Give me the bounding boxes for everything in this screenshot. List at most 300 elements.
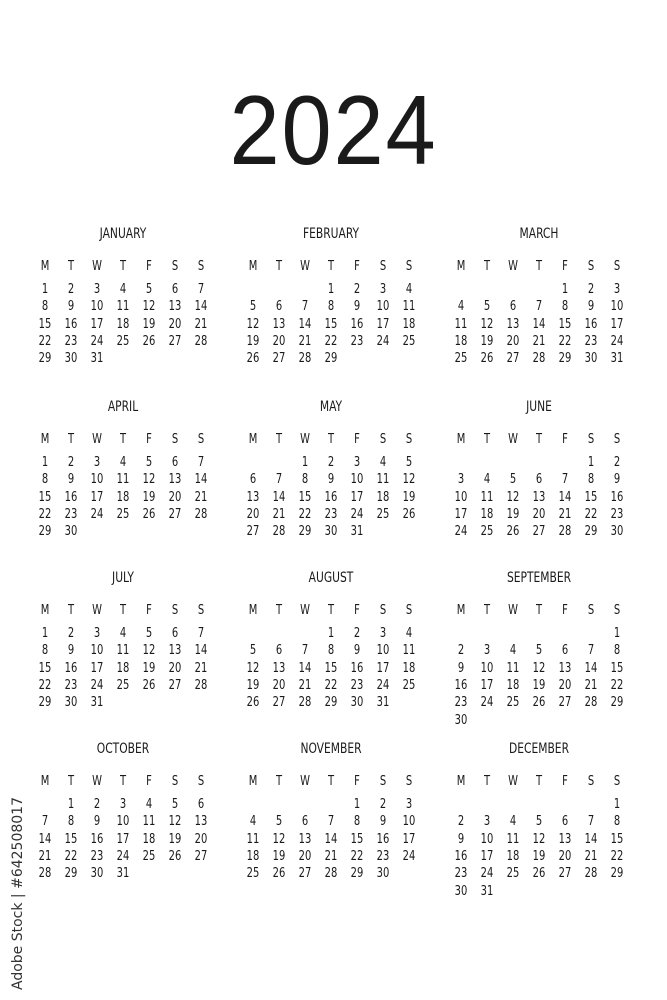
month-title: JUNE <box>526 399 552 415</box>
day-cell: 18 <box>376 489 390 505</box>
month-title: FEBRUARY <box>302 226 360 242</box>
day-cell: 1 <box>613 797 621 812</box>
day-cell: 7 <box>197 626 205 641</box>
weekday-label: T <box>483 432 491 447</box>
day-cell: 25 <box>506 866 520 882</box>
day-cell: 26 <box>532 695 546 711</box>
day-cell: 1 <box>587 455 595 470</box>
day-cell: 2 <box>353 626 361 641</box>
month-title: OCTOBER <box>96 741 150 757</box>
day-cell: 25 <box>116 333 130 349</box>
day-cell: 14 <box>532 316 546 332</box>
day-cell: 30 <box>324 524 338 540</box>
weekday-label: F <box>562 603 568 618</box>
day-cell: 10 <box>376 299 390 315</box>
day-cell: 21 <box>272 506 286 522</box>
day-cell: 9 <box>353 643 361 659</box>
day-cell: 15 <box>558 316 572 332</box>
weekday-label: S <box>197 603 205 618</box>
day-cell: 15 <box>298 489 312 505</box>
weekday-label: W <box>300 774 310 789</box>
weekday-label: T <box>275 259 283 274</box>
weekday-label: T <box>535 259 543 274</box>
day-cell: 2 <box>67 626 75 641</box>
day-cell: 29 <box>38 695 52 711</box>
day-cell: 17 <box>90 660 104 676</box>
day-cell: 19 <box>532 677 546 693</box>
day-cell: 16 <box>376 831 390 847</box>
day-cell: 26 <box>142 333 156 349</box>
weekday-label: T <box>67 432 75 447</box>
day-cell: 23 <box>64 333 78 349</box>
weekday-label: F <box>562 259 568 274</box>
day-cell: 26 <box>246 351 260 367</box>
day-cell: 9 <box>457 660 465 676</box>
month-title: SEPTEMBER <box>506 570 572 586</box>
day-cell: 19 <box>506 506 520 522</box>
day-cell: 5 <box>405 455 413 470</box>
day-cell: 22 <box>298 506 312 522</box>
day-cell: 9 <box>93 814 101 830</box>
weekday-label: S <box>405 432 413 447</box>
day-cell: 6 <box>509 299 517 315</box>
day-cell: 5 <box>483 299 491 315</box>
day-cell: 14 <box>324 831 338 847</box>
day-cell: 29 <box>38 351 52 367</box>
day-cell: 10 <box>90 472 104 488</box>
day-cell: 3 <box>93 455 101 470</box>
day-cell: 11 <box>376 472 390 488</box>
day-cell: 14 <box>558 489 572 505</box>
day-cell: 3 <box>379 282 387 297</box>
day-cell: 16 <box>454 848 468 864</box>
day-cell: 19 <box>246 677 260 693</box>
day-cell: 17 <box>376 660 390 676</box>
day-cell: 8 <box>41 299 49 315</box>
day-cell: 11 <box>116 299 130 315</box>
day-cell: 18 <box>142 831 156 847</box>
weekday-label: S <box>587 259 595 274</box>
day-cell: 30 <box>64 524 78 540</box>
day-cell: 23 <box>610 506 624 522</box>
day-cell: 25 <box>116 506 130 522</box>
weekday-label: S <box>379 603 387 618</box>
day-cell: 29 <box>350 866 364 882</box>
day-cell: 16 <box>454 677 468 693</box>
month-title: MAY <box>319 399 343 415</box>
day-cell: 29 <box>558 351 572 367</box>
day-cell: 29 <box>610 695 624 711</box>
day-cell: 1 <box>327 626 335 641</box>
day-cell: 26 <box>246 695 260 711</box>
day-cell: 22 <box>324 677 338 693</box>
day-cell: 15 <box>350 831 364 847</box>
day-cell: 7 <box>275 472 283 488</box>
day-cell: 10 <box>610 299 624 315</box>
day-cell: 31 <box>376 695 390 711</box>
day-cell: 16 <box>350 660 364 676</box>
weekday-label: M <box>248 774 258 789</box>
day-cell: 22 <box>350 848 364 864</box>
day-cell: 6 <box>561 643 569 659</box>
day-cell: 27 <box>272 695 286 711</box>
day-cell: 17 <box>350 489 364 505</box>
day-cell: 15 <box>584 489 598 505</box>
day-cell: 20 <box>298 848 312 864</box>
day-cell: 22 <box>324 333 338 349</box>
day-cell: 14 <box>298 660 312 676</box>
day-cell: 19 <box>142 660 156 676</box>
day-cell: 1 <box>353 797 361 812</box>
weekday-label: F <box>354 774 360 789</box>
weekday-label: T <box>119 432 127 447</box>
day-cell: 6 <box>171 455 179 470</box>
day-cell: 18 <box>402 660 416 676</box>
day-cell: 4 <box>119 282 127 297</box>
year-title: 2024 <box>229 75 438 185</box>
weekday-label: S <box>405 774 413 789</box>
day-cell: 1 <box>41 626 49 641</box>
day-cell: 13 <box>272 316 286 332</box>
weekday-label: S <box>379 432 387 447</box>
day-cell: 11 <box>142 814 156 830</box>
day-cell: 17 <box>90 489 104 505</box>
day-cell: 2 <box>457 814 465 830</box>
day-cell: 6 <box>275 643 283 659</box>
day-cell: 8 <box>327 299 335 315</box>
day-cell: 9 <box>353 299 361 315</box>
day-cell: 15 <box>610 831 624 847</box>
weekday-label: M <box>248 603 258 618</box>
day-cell: 12 <box>142 643 156 659</box>
day-cell: 28 <box>584 695 598 711</box>
day-cell: 18 <box>116 660 130 676</box>
weekday-label: T <box>119 603 127 618</box>
day-cell: 17 <box>90 316 104 332</box>
day-cell: 21 <box>38 848 52 864</box>
weekday-label: F <box>146 603 152 618</box>
day-cell: 5 <box>249 299 257 315</box>
day-cell: 27 <box>298 866 312 882</box>
weekday-label: T <box>483 603 491 618</box>
day-cell: 9 <box>613 472 621 488</box>
day-cell: 1 <box>327 282 335 297</box>
day-cell: 19 <box>168 831 182 847</box>
day-cell: 9 <box>67 299 75 315</box>
weekday-label: M <box>40 774 50 789</box>
day-cell: 8 <box>301 472 309 488</box>
day-cell: 7 <box>587 643 595 659</box>
day-cell: 25 <box>116 677 130 693</box>
day-cell: 17 <box>116 831 130 847</box>
day-cell: 18 <box>506 848 520 864</box>
day-cell: 21 <box>194 660 208 676</box>
day-cell: 29 <box>64 866 78 882</box>
day-cell: 19 <box>402 489 416 505</box>
weekday-label: F <box>562 774 568 789</box>
day-cell: 20 <box>532 506 546 522</box>
day-cell: 23 <box>376 848 390 864</box>
day-cell: 4 <box>509 814 517 830</box>
day-cell: 19 <box>142 316 156 332</box>
day-cell: 16 <box>584 316 598 332</box>
day-cell: 12 <box>506 489 520 505</box>
day-cell: 22 <box>610 848 624 864</box>
day-cell: 12 <box>246 660 260 676</box>
weekday-label: S <box>197 259 205 274</box>
day-cell: 19 <box>532 848 546 864</box>
day-cell: 7 <box>41 814 49 830</box>
day-cell: 4 <box>509 643 517 659</box>
day-cell: 5 <box>145 626 153 641</box>
day-cell: 2 <box>327 455 335 470</box>
day-cell: 2 <box>457 643 465 659</box>
day-cell: 16 <box>64 489 78 505</box>
day-cell: 16 <box>324 489 338 505</box>
weekday-label: W <box>92 774 102 789</box>
day-cell: 14 <box>584 831 598 847</box>
weekday-label: F <box>146 432 152 447</box>
weekday-label: F <box>146 259 152 274</box>
day-cell: 17 <box>454 506 468 522</box>
weekday-label: S <box>613 259 621 274</box>
day-cell: 14 <box>584 660 598 676</box>
day-cell: 28 <box>38 866 52 882</box>
weekday-label: S <box>613 774 621 789</box>
day-cell: 24 <box>90 333 104 349</box>
day-cell: 1 <box>67 797 75 812</box>
day-cell: 20 <box>558 677 572 693</box>
day-cell: 21 <box>532 333 546 349</box>
day-cell: 28 <box>194 333 208 349</box>
day-cell: 22 <box>610 677 624 693</box>
day-cell: 6 <box>561 814 569 830</box>
day-cell: 30 <box>376 866 390 882</box>
weekday-label: M <box>456 432 466 447</box>
day-cell: 2 <box>613 455 621 470</box>
day-cell: 28 <box>194 677 208 693</box>
day-cell: 26 <box>168 848 182 864</box>
day-cell: 30 <box>584 351 598 367</box>
day-cell: 28 <box>532 351 546 367</box>
day-cell: 1 <box>41 282 49 297</box>
day-cell: 21 <box>298 677 312 693</box>
day-cell: 12 <box>272 831 286 847</box>
month-title: JANUARY <box>99 226 147 242</box>
weekday-label: T <box>483 774 491 789</box>
day-cell: 24 <box>480 695 494 711</box>
day-cell: 3 <box>379 626 387 641</box>
weekday-label: T <box>67 259 75 274</box>
weekday-label: W <box>92 603 102 618</box>
weekday-label: T <box>119 774 127 789</box>
day-cell: 29 <box>298 524 312 540</box>
day-cell: 14 <box>272 489 286 505</box>
day-cell: 18 <box>506 677 520 693</box>
day-cell: 6 <box>275 299 283 315</box>
weekday-label: S <box>171 774 179 789</box>
day-cell: 5 <box>171 797 179 812</box>
day-cell: 30 <box>454 712 468 728</box>
weekday-label: M <box>40 259 50 274</box>
weekday-label: M <box>456 603 466 618</box>
day-cell: 29 <box>584 524 598 540</box>
day-cell: 13 <box>298 831 312 847</box>
day-cell: 22 <box>38 333 52 349</box>
day-cell: 9 <box>67 643 75 659</box>
day-cell: 17 <box>610 316 624 332</box>
day-cell: 20 <box>246 506 260 522</box>
day-cell: 11 <box>454 316 468 332</box>
weekday-label: F <box>562 432 568 447</box>
day-cell: 3 <box>613 282 621 297</box>
day-cell: 24 <box>376 333 390 349</box>
day-cell: 23 <box>584 333 598 349</box>
day-cell: 2 <box>353 282 361 297</box>
weekday-label: S <box>197 432 205 447</box>
weekday-label: W <box>508 432 518 447</box>
day-cell: 29 <box>38 524 52 540</box>
day-cell: 23 <box>350 333 364 349</box>
day-cell: 8 <box>353 814 361 830</box>
day-cell: 12 <box>142 472 156 488</box>
day-cell: 27 <box>506 351 520 367</box>
day-cell: 10 <box>90 643 104 659</box>
day-cell: 7 <box>587 814 595 830</box>
day-cell: 24 <box>610 333 624 349</box>
day-cell: 24 <box>454 524 468 540</box>
day-cell: 25 <box>454 351 468 367</box>
day-cell: 3 <box>483 643 491 659</box>
day-cell: 5 <box>535 814 543 830</box>
weekday-label: M <box>456 259 466 274</box>
day-cell: 11 <box>506 831 520 847</box>
day-cell: 4 <box>405 626 413 641</box>
day-cell: 2 <box>67 282 75 297</box>
day-cell: 3 <box>353 455 361 470</box>
day-cell: 9 <box>587 299 595 315</box>
weekday-label: S <box>587 603 595 618</box>
day-cell: 31 <box>116 866 130 882</box>
day-cell: 1 <box>613 626 621 641</box>
day-cell: 15 <box>324 660 338 676</box>
weekday-label: T <box>275 432 283 447</box>
weekday-label: S <box>587 774 595 789</box>
day-cell: 7 <box>197 455 205 470</box>
day-cell: 1 <box>301 455 309 470</box>
day-cell: 24 <box>376 677 390 693</box>
weekday-label: M <box>248 259 258 274</box>
day-cell: 17 <box>480 677 494 693</box>
weekday-label: F <box>146 774 152 789</box>
day-cell: 31 <box>610 351 624 367</box>
day-cell: 20 <box>168 660 182 676</box>
day-cell: 25 <box>402 333 416 349</box>
weekday-label: T <box>535 774 543 789</box>
day-cell: 13 <box>558 831 572 847</box>
day-cell: 7 <box>327 814 335 830</box>
month-title: MARCH <box>519 226 559 242</box>
weekday-label: W <box>300 603 310 618</box>
day-cell: 23 <box>454 695 468 711</box>
day-cell: 24 <box>90 677 104 693</box>
day-cell: 4 <box>483 472 491 488</box>
day-cell: 6 <box>301 814 309 830</box>
day-cell: 4 <box>405 282 413 297</box>
weekday-label: M <box>40 603 50 618</box>
day-cell: 25 <box>376 506 390 522</box>
day-cell: 27 <box>168 333 182 349</box>
day-cell: 5 <box>249 643 257 659</box>
day-cell: 20 <box>558 848 572 864</box>
day-cell: 1 <box>561 282 569 297</box>
day-cell: 18 <box>246 848 260 864</box>
day-cell: 8 <box>327 643 335 659</box>
day-cell: 9 <box>379 814 387 830</box>
weekday-label: S <box>197 774 205 789</box>
day-cell: 29 <box>324 695 338 711</box>
day-cell: 12 <box>532 831 546 847</box>
day-cell: 4 <box>119 626 127 641</box>
day-cell: 3 <box>93 626 101 641</box>
weekday-label: W <box>92 259 102 274</box>
day-cell: 24 <box>402 848 416 864</box>
day-cell: 28 <box>298 695 312 711</box>
weekday-label: S <box>613 603 621 618</box>
weekday-label: M <box>456 774 466 789</box>
day-cell: 24 <box>116 848 130 864</box>
day-cell: 13 <box>168 643 182 659</box>
day-cell: 8 <box>587 472 595 488</box>
day-cell: 12 <box>168 814 182 830</box>
day-cell: 21 <box>324 848 338 864</box>
day-cell: 22 <box>64 848 78 864</box>
day-cell: 28 <box>298 351 312 367</box>
day-cell: 3 <box>405 797 413 812</box>
day-cell: 21 <box>298 333 312 349</box>
day-cell: 26 <box>142 677 156 693</box>
weekday-label: M <box>40 432 50 447</box>
stock-credit: Adobe Stock | #642508017 <box>10 797 26 990</box>
weekday-label: F <box>354 432 360 447</box>
day-cell: 14 <box>38 831 52 847</box>
day-cell: 31 <box>90 695 104 711</box>
weekday-label: S <box>405 603 413 618</box>
day-cell: 31 <box>350 524 364 540</box>
day-cell: 26 <box>402 506 416 522</box>
weekday-label: T <box>119 259 127 274</box>
day-cell: 4 <box>249 814 257 830</box>
day-cell: 7 <box>301 299 309 315</box>
day-cell: 15 <box>38 489 52 505</box>
day-cell: 27 <box>194 848 208 864</box>
day-cell: 30 <box>454 883 468 899</box>
day-cell: 16 <box>64 660 78 676</box>
day-cell: 15 <box>64 831 78 847</box>
day-cell: 6 <box>249 472 257 488</box>
day-cell: 29 <box>610 866 624 882</box>
day-cell: 19 <box>246 333 260 349</box>
day-cell: 23 <box>324 506 338 522</box>
day-cell: 4 <box>379 455 387 470</box>
day-cell: 23 <box>90 848 104 864</box>
day-cell: 4 <box>457 299 465 315</box>
month-title: JULY <box>112 570 134 586</box>
day-cell: 9 <box>327 472 335 488</box>
day-cell: 8 <box>561 299 569 315</box>
day-cell: 14 <box>194 472 208 488</box>
day-cell: 17 <box>402 831 416 847</box>
